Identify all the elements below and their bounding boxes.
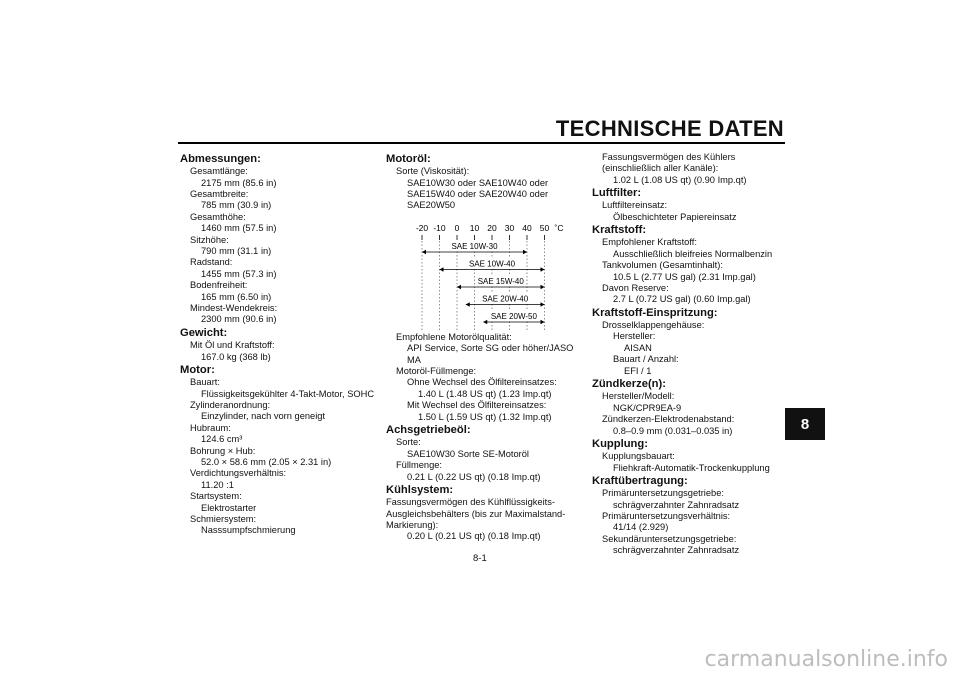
spec-line: Mit Öl und Kraftstoff: [190, 340, 275, 351]
header-rule [178, 142, 785, 144]
spec-line: (einschließlich aller Kanäle): [602, 163, 719, 174]
tick-label: 50 [539, 222, 550, 233]
spec-line: 790 mm (31.1 in) [201, 246, 272, 257]
spec-line: Drosselklappengehäuse: [602, 320, 705, 331]
spec-line: Zylinderanordnung: [190, 399, 271, 410]
arrow-left [483, 320, 487, 324]
tick-label: -10 [433, 222, 446, 233]
spec-line: MA [407, 354, 421, 365]
spec-line: Sorte (Viskosität): [396, 166, 470, 177]
spec-line: NGK/CPR9EA-9 [613, 402, 682, 413]
tick-label: 20 [487, 222, 497, 233]
arrow-right [541, 320, 545, 324]
spec-line: 1460 mm (57.5 in) [201, 223, 277, 234]
range-label: SAE 10W-40 [468, 259, 516, 269]
spec-line: Primäruntersetzungsgetriebe: [602, 488, 724, 499]
spec-line: Schmiersystem: [190, 513, 257, 524]
spec-line: 165 mm (6.50 in) [201, 291, 272, 302]
spec-line: 1.40 L (1.48 US qt) (1.23 Imp.qt) [418, 388, 552, 399]
column-1 [180, 152, 375, 537]
arrow-left [422, 250, 426, 254]
range-label: SAE 10W-30 [451, 241, 498, 251]
tick-label: 10 [469, 222, 480, 233]
spec-line: Einzylinder, nach vorn geneigt [201, 411, 326, 422]
spec-line: 785 mm (30.9 in) [201, 200, 272, 211]
spec-line: Sekundäruntersetzungsgetriebe: [602, 533, 737, 544]
spec-line: 1.02 L (1.08 US qt) (0.90 Imp.qt) [613, 174, 747, 185]
range-label: SAE 20W-50 [490, 311, 537, 321]
spec-line: SAE20W50 [407, 200, 456, 211]
section-heading: Abmessungen: [180, 153, 261, 165]
spec-line: 1.50 L (1.59 US qt) (1.32 Imp.qt) [418, 411, 552, 422]
spec-line: 41/14 (2.929) [613, 522, 669, 533]
spec-line: SAE10W30 Sorte SE-Motoröl [407, 448, 529, 459]
spec-line: Sitzhöhe: [190, 234, 229, 245]
spec-line: AISAN [624, 342, 652, 353]
spec-line: Radstand: [190, 257, 233, 268]
spec-line: Markierung): [386, 519, 439, 530]
spec-line: Bodenfreiheit: [190, 280, 248, 291]
arrow-right [541, 267, 545, 271]
spec-line: 10.5 L (2.77 US gal) (2.31 Imp.gal) [613, 271, 756, 282]
spec-line: 2300 mm (90.6 in) [201, 314, 277, 325]
section-heading: Kupplung: [592, 437, 648, 450]
spec-line: Füllmenge: [396, 460, 442, 471]
chapter-tab: 8 [785, 408, 825, 440]
spec-line: Nasssumpfschmierung [201, 525, 296, 536]
spec-line: 2.7 L (0.72 US gal) (0.60 Imp.gal) [613, 294, 751, 305]
page-number: 8-1 [473, 553, 487, 564]
section-heading: Luftfilter: [592, 187, 642, 200]
section-heading: Motoröl: [386, 153, 431, 165]
spec-line: Flüssigkeitsgekühlter 4-Takt-Motor, SOHC [201, 388, 375, 399]
spec-line: Fliehkraft-Automatik-Trockenkupplung [613, 462, 770, 473]
arrow-left [440, 267, 444, 271]
viscosity-chart [412, 222, 572, 332]
arrow-left [466, 302, 470, 306]
column-3 [592, 152, 792, 557]
spec-line: Hubraum: [190, 422, 231, 433]
tick-label: 30 [504, 222, 515, 233]
arrow-right [541, 302, 545, 306]
spec-line: schrägverzahnter Zahnradsatz [613, 499, 740, 510]
tick-label: 40 [522, 222, 532, 233]
spec-line: 2175 mm (85.6 in) [201, 177, 277, 188]
section-heading: Kraftstoff-Einspritzung: [592, 306, 718, 319]
tick-label: 0 [454, 222, 460, 233]
range-label: SAE 20W-40 [482, 294, 529, 304]
section-heading: Zündkerze(n): [592, 378, 666, 391]
section-heading: Kraftstoff: [592, 224, 647, 237]
spec-line: 11.20 :1 [201, 479, 234, 490]
section-heading: Gewicht: [180, 326, 228, 339]
spec-line: Ohne Wechsel des Ölfiltereinsatzes: [407, 377, 557, 388]
range-label: SAE 15W-40 [477, 276, 524, 286]
spec-line: Verdichtungsverhältnis: [190, 468, 287, 479]
spec-line: EFI / 1 [624, 365, 652, 376]
column-2 [386, 152, 586, 543]
spec-line: Gesamthöhe: [190, 211, 246, 222]
viscosity-chart-svg [412, 222, 572, 332]
spec-line: Kupplungsbauart: [602, 451, 675, 462]
arrow-right [523, 250, 527, 254]
spec-line: schrägverzahnter Zahnradsatz [613, 545, 740, 556]
spec-line: Bohrung × Hub: [190, 445, 256, 456]
spec-line: Mindest-Wendekreis: [190, 303, 278, 314]
spec-line: Ausschließlich bleifreies Normalbenzin [613, 248, 773, 259]
spec-line: 124.6 cm³ [201, 434, 243, 445]
spec-line: Ölbeschichteter Papiereinsatz [613, 211, 737, 222]
spec-line: Luftfiltereinsatz: [602, 200, 668, 211]
spec-line: Sorte: [396, 437, 421, 448]
spec-line: Gesamtlänge: [190, 166, 248, 177]
spec-line: Empfohlene Motorölqualität: [396, 331, 512, 342]
spec-line: SAE15W40 oder SAE20W40 oder [407, 189, 549, 200]
page-title: TECHNISCHE DATEN [555, 116, 784, 141]
spec-line: Bauart: [190, 377, 220, 388]
spec-line: Mit Wechsel des Ölfiltereinsatzes: [407, 400, 547, 411]
spec-line: Elektrostarter [201, 502, 257, 513]
spec-line: Zündkerzen-Elektrodenabstand: [602, 414, 735, 425]
section-heading: Kraftübertragung: [592, 474, 688, 487]
section-heading: Kühlsystem: [386, 483, 454, 496]
spec-line: Ausgleichsbehälters (bis zur Maximalstand- [386, 508, 566, 519]
arrow-left [457, 285, 461, 289]
spec-line: Tankvolumen (Gesamtinhalt): [602, 260, 723, 271]
spec-line: Primäruntersetzungsverhältnis: [602, 510, 731, 521]
spec-line: Hersteller: [613, 331, 656, 342]
spec-line: Davon Reserve: [602, 283, 669, 294]
section-heading: Achsgetriebeöl: [386, 424, 471, 437]
spec-line: Fassungsvermögen des Kühlflüssigkeits- [386, 497, 555, 508]
spec-line: 0.8–0.9 mm (0.031–0.035 in) [613, 425, 733, 436]
spec-line: 1455 mm (57.3 in) [201, 268, 277, 279]
section-heading: Motor: [180, 363, 215, 376]
unit-label: ˚C [554, 222, 564, 233]
spec-line: Fassungsvermögen des Kühlers [602, 152, 736, 162]
spec-line: Startsystem: [190, 491, 242, 502]
spec-line: API Service, Sorte SG oder höher/JASO [407, 343, 574, 354]
spec-line: SAE10W30 oder SAE10W40 oder [407, 177, 549, 188]
spec-line: Gesamtbreite: [190, 189, 249, 200]
spec-line: Empfohlener Kraftstoff: [602, 237, 697, 248]
spec-line: Hersteller/Modell: [602, 391, 675, 402]
arrow-right [541, 285, 545, 289]
spec-line: Motoröl-Füllmenge: [396, 366, 477, 377]
watermark: carmanualsonline.info [704, 647, 948, 672]
spec-line: 0.20 L (0.21 US qt) (0.18 Imp.qt) [407, 531, 541, 542]
spec-line: 52.0 × 58.6 mm (2.05 × 2.31 in) [201, 456, 332, 467]
tick-label: -20 [415, 222, 429, 233]
spec-line: Bauart / Anzahl: [613, 354, 679, 365]
spec-line: 0.21 L (0.22 US qt) (0.18 Imp.qt) [407, 471, 541, 482]
spec-line: 167.0 kg (368 lb) [201, 351, 271, 362]
